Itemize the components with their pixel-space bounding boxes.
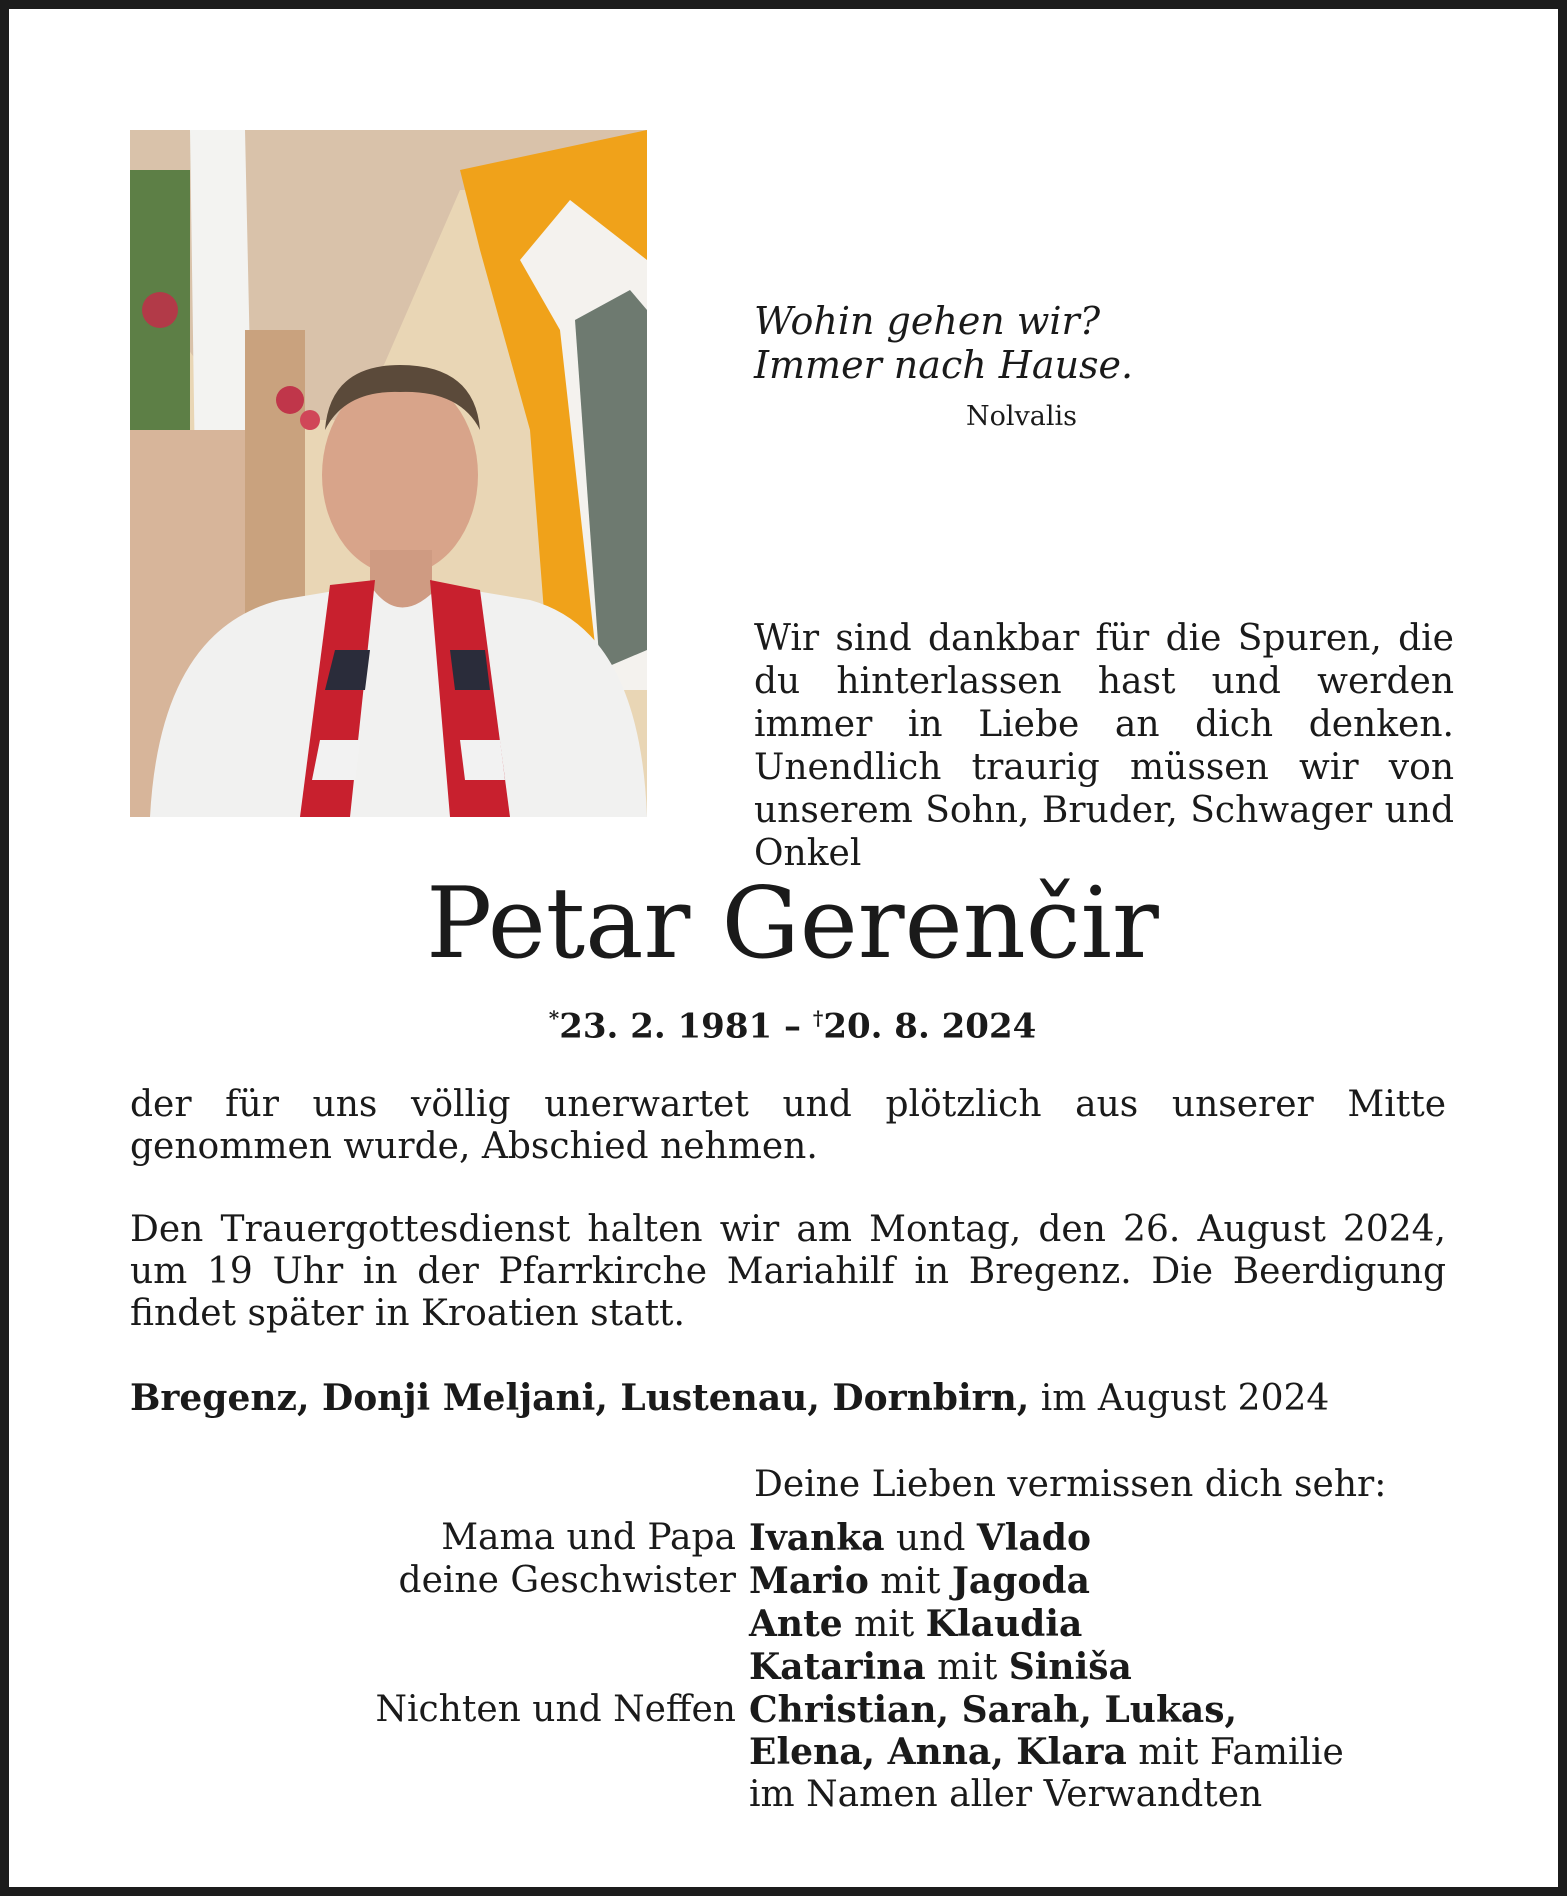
family-row-sibling: Ante mit Klaudia — [749, 1603, 1083, 1645]
quote — [754, 299, 1133, 387]
death-date: 20. 8. 2024 — [823, 1006, 1037, 1047]
death-symbol: † — [812, 1006, 824, 1030]
sibling-name: Ante — [749, 1603, 843, 1645]
quote-line-2: Immer nach Hause. — [754, 343, 1134, 387]
birth-symbol: * — [548, 1006, 560, 1030]
portrait-image — [130, 130, 647, 817]
places: Bregenz, Donji Meljani, Lustenau, Dornbirn, — [130, 1377, 1030, 1419]
service-paragraph: Den Trauergottesdienst halten wir am Montag, den 26. August 2024, um 19 Uhr in der Pfarrkirche Mariahilf in Bregenz. Die Beerdigung findet später in Kroatien statt. — [130, 1209, 1446, 1334]
sibling-partner: Jagoda — [951, 1560, 1090, 1602]
family-row-closing — [309, 1774, 1459, 1816]
sibling-name: Mario — [749, 1560, 869, 1602]
place-date: im August 2024 — [1029, 1378, 1330, 1419]
sibling-name: Katarina — [749, 1646, 926, 1688]
closing-line: im Namen aller Verwandten — [749, 1774, 1263, 1815]
tribute-text: Wir sind dankbar für die Spuren, die du hinterlassen hast und werden immer in Liebe an dich denken. Unendlich traurig müssen wir von unserem Sohn, Bruder, Schwager und Onkel — [754, 618, 1454, 874]
family-row-nieces-cont — [309, 1731, 1459, 1774]
place-date-line — [130, 1377, 1329, 1420]
nieces-suffix: mit Familie — [1126, 1732, 1344, 1773]
family-row-siblings: deine Geschwister Mario mit Jagoda — [309, 1560, 1459, 1603]
deceased-name: Petar Gerenčir — [426, 867, 1159, 981]
date-separator: – — [772, 1006, 813, 1047]
family-row-sibling: Katarina mit Siniša — [749, 1646, 1132, 1688]
quote-line-1: Wohin gehen wir? — [754, 299, 1101, 343]
sibling-partner: Siniša — [1008, 1646, 1132, 1688]
siblings-label: deine Geschwister — [398, 1560, 736, 1601]
quote-author: Nolvalis — [966, 401, 1077, 432]
sibling-partner: Klaudia — [925, 1603, 1083, 1645]
nieces-names-2: Elena, Anna, Klara — [749, 1731, 1127, 1773]
life-dates — [9, 1006, 1567, 1046]
parents-label: Mama und Papa — [441, 1517, 736, 1558]
parent-name: Ivanka — [749, 1517, 885, 1559]
parent-name: Vlado — [976, 1517, 1091, 1559]
farewell-line: Deine Lieben vermissen dich sehr: — [754, 1464, 1387, 1505]
family-row-parents: Mama und Papa Ivanka und Vlado — [309, 1517, 1459, 1560]
birth-date: 23. 2. 1981 — [559, 1006, 773, 1047]
family-row-nieces — [309, 1689, 1459, 1731]
nieces-label: Nichten und Neffen — [375, 1689, 736, 1730]
portrait-photo — [130, 130, 647, 817]
announcement-paragraph: der für uns völlig unerwartet und plötzlich aus unserer Mitte genommen wurde, Abschied nehmen. — [130, 1084, 1446, 1167]
family-list — [309, 1517, 1459, 1816]
nieces-names-1: Christian, Sarah, Lukas, — [749, 1689, 1238, 1731]
